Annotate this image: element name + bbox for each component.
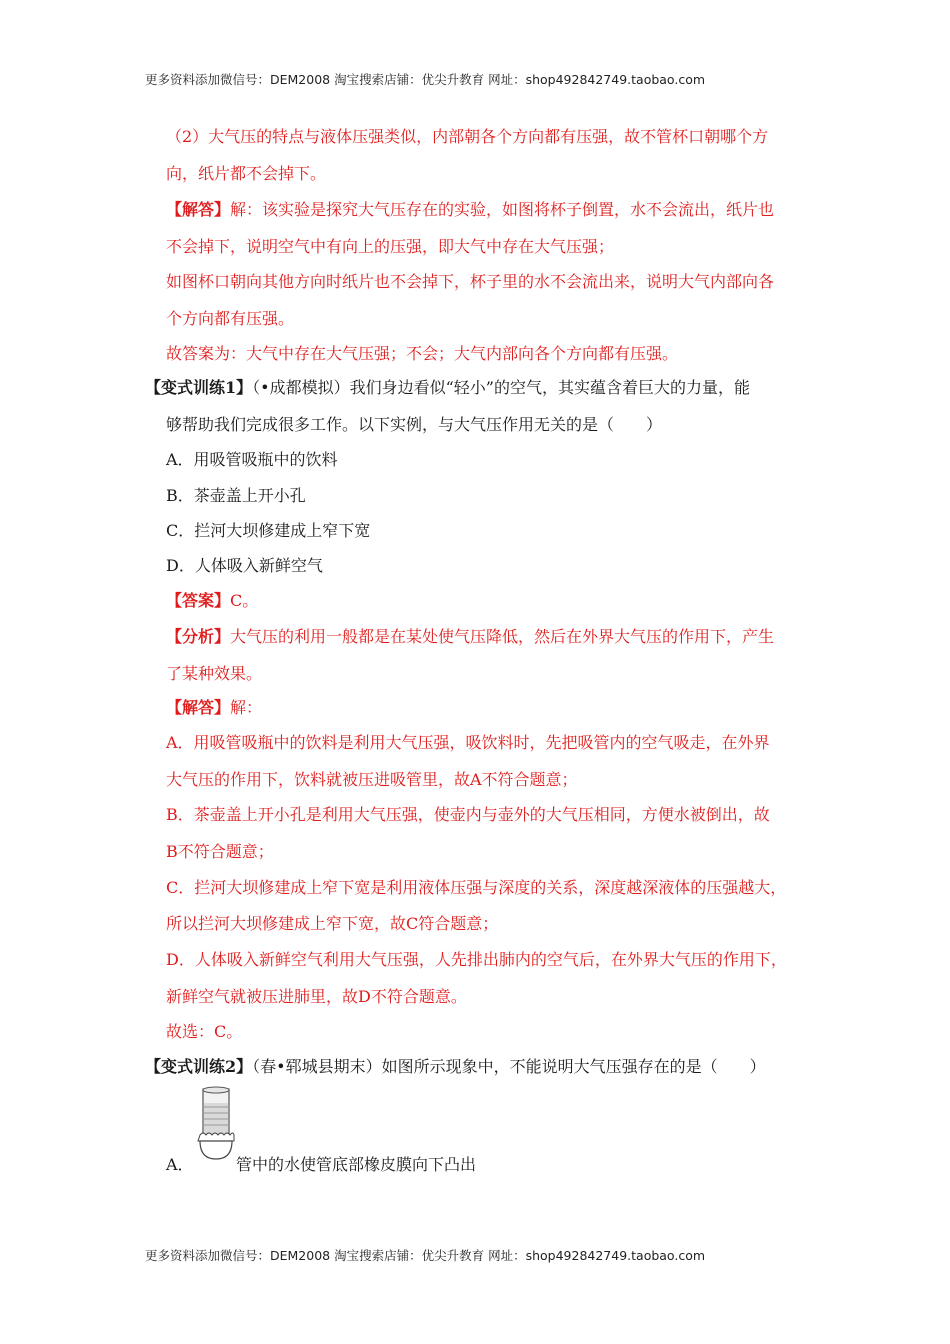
prev-jieda-line3: 如图杯口朝向其他方向时纸片也不会掉下，杯子里的水不会流出来，说明大气内部向各 <box>166 272 775 291</box>
q1-expl-line: A．用吸管吸瓶中的饮料是利用大气压强，吸饮料时，先把吸管内的空气吸走，在外界 <box>166 733 770 752</box>
fenxi-tag: 【分析】 <box>166 627 231 646</box>
q1-expl-line: B．茶壶盖上开小孔是利用大气压强，使壶内与壶外的大气压相同，方便水被倒出，故 <box>166 805 770 824</box>
q1-expl-line: 新鲜空气就被压进肺里，故D不符合题意。 <box>166 987 467 1006</box>
q1-fenxi-line1 <box>166 627 774 647</box>
q1-expl-line: 大气压的作用下，饮料就被压进吸管里，故A不符合题意； <box>166 770 578 789</box>
jieda-tag: 【解答】 <box>166 200 231 219</box>
tube-rubber-membrane-icon <box>196 1085 236 1163</box>
prev-part2-line2: 向，纸片都不会掉下。 <box>166 164 327 183</box>
q1-tag: 【变式训练1】 <box>145 378 253 397</box>
fenxi-text: 大气压的利用一般都是在某处使气压降低，然后在外界大气压的作用下，产生 <box>230 627 775 646</box>
q2-tag: 【变式训练2】 <box>145 1057 253 1076</box>
q2-stem-text: （春•郓城县期末）如图所示现象中，不能说明大气压强存在的是（ ） <box>252 1057 766 1076</box>
q1-stem-line2: 够帮助我们完成很多工作。以下实例，与大气压作用无关的是（ ） <box>166 415 663 434</box>
q1-option-c: C．拦河大坝修建成上窄下宽 <box>166 521 371 540</box>
q1-option-d: D．人体吸入新鲜空气 <box>166 556 323 575</box>
prev-jieda-line4: 个方向都有压强。 <box>166 309 295 328</box>
prev-jieda-line1 <box>166 200 774 220</box>
q1-expl-line: D．人体吸入新鲜空气利用大气压强，人先排出肺内的空气后，在外界大气压的作用下， <box>166 950 787 969</box>
q1-fenxi-line2: 了某种效果。 <box>166 664 263 683</box>
daan-text: C。 <box>230 591 259 610</box>
q1-jieda-tag: 【解答】 <box>166 698 231 717</box>
q1-jieda-head <box>166 698 262 718</box>
q1-option-a: A．用吸管吸瓶中的饮料 <box>166 450 338 469</box>
q1-stem-text: （•成都模拟）我们身边看似“轻小”的空气，其实蕴含着巨大的力量，能 <box>252 378 750 397</box>
q1-guxuan: 故选：C。 <box>166 1022 243 1041</box>
q2-option-a <box>166 1085 566 1185</box>
q1-stem-line1 <box>145 378 750 398</box>
jieda-text: 解：该实验是探究大气压存在的实验，如图将杯子倒置，水不会流出，纸片也 <box>230 200 775 219</box>
q2-option-a-letter: A． <box>166 1155 194 1174</box>
prev-part2-line1: （2）大气压的特点与液体压强类似，内部朝各个方向都有压强，故不管杯口朝哪个方 <box>166 127 769 146</box>
prev-jieda-line2: 不会掉下，说明空气中有向上的压强，即大气中存在大气压强； <box>166 237 615 256</box>
q1-jieda-text: 解： <box>230 698 263 717</box>
q1-expl-line: 所以拦河大坝修建成上窄下宽，故C符合题意； <box>166 914 499 933</box>
page-footer: 更多资料添加微信号：DEM2008 淘宝搜索店铺：优尖升教育 网址：shop492842749.taobao.com <box>145 1248 706 1263</box>
page-header: 更多资料添加微信号：DEM2008 淘宝搜索店铺：优尖升教育 网址：shop492842749.taobao.com <box>145 72 706 87</box>
q1-expl-line: B不符合题意； <box>166 842 274 861</box>
q2-stem <box>145 1057 766 1077</box>
prev-answer-line: 故答案为：大气中存在大气压强；不会；大气内部向各个方向都有压强。 <box>166 344 679 363</box>
q1-option-b: B．茶壶盖上开小孔 <box>166 486 306 505</box>
q1-expl-line: C．拦河大坝修建成上窄下宽是利用液体压强与深度的关系，深度越深液体的压强越大， <box>166 878 787 897</box>
q1-answer <box>166 591 258 611</box>
q2-option-a-text: 管中的水使管底部橡皮膜向下凸出 <box>236 1155 477 1174</box>
daan-tag: 【答案】 <box>166 591 231 610</box>
